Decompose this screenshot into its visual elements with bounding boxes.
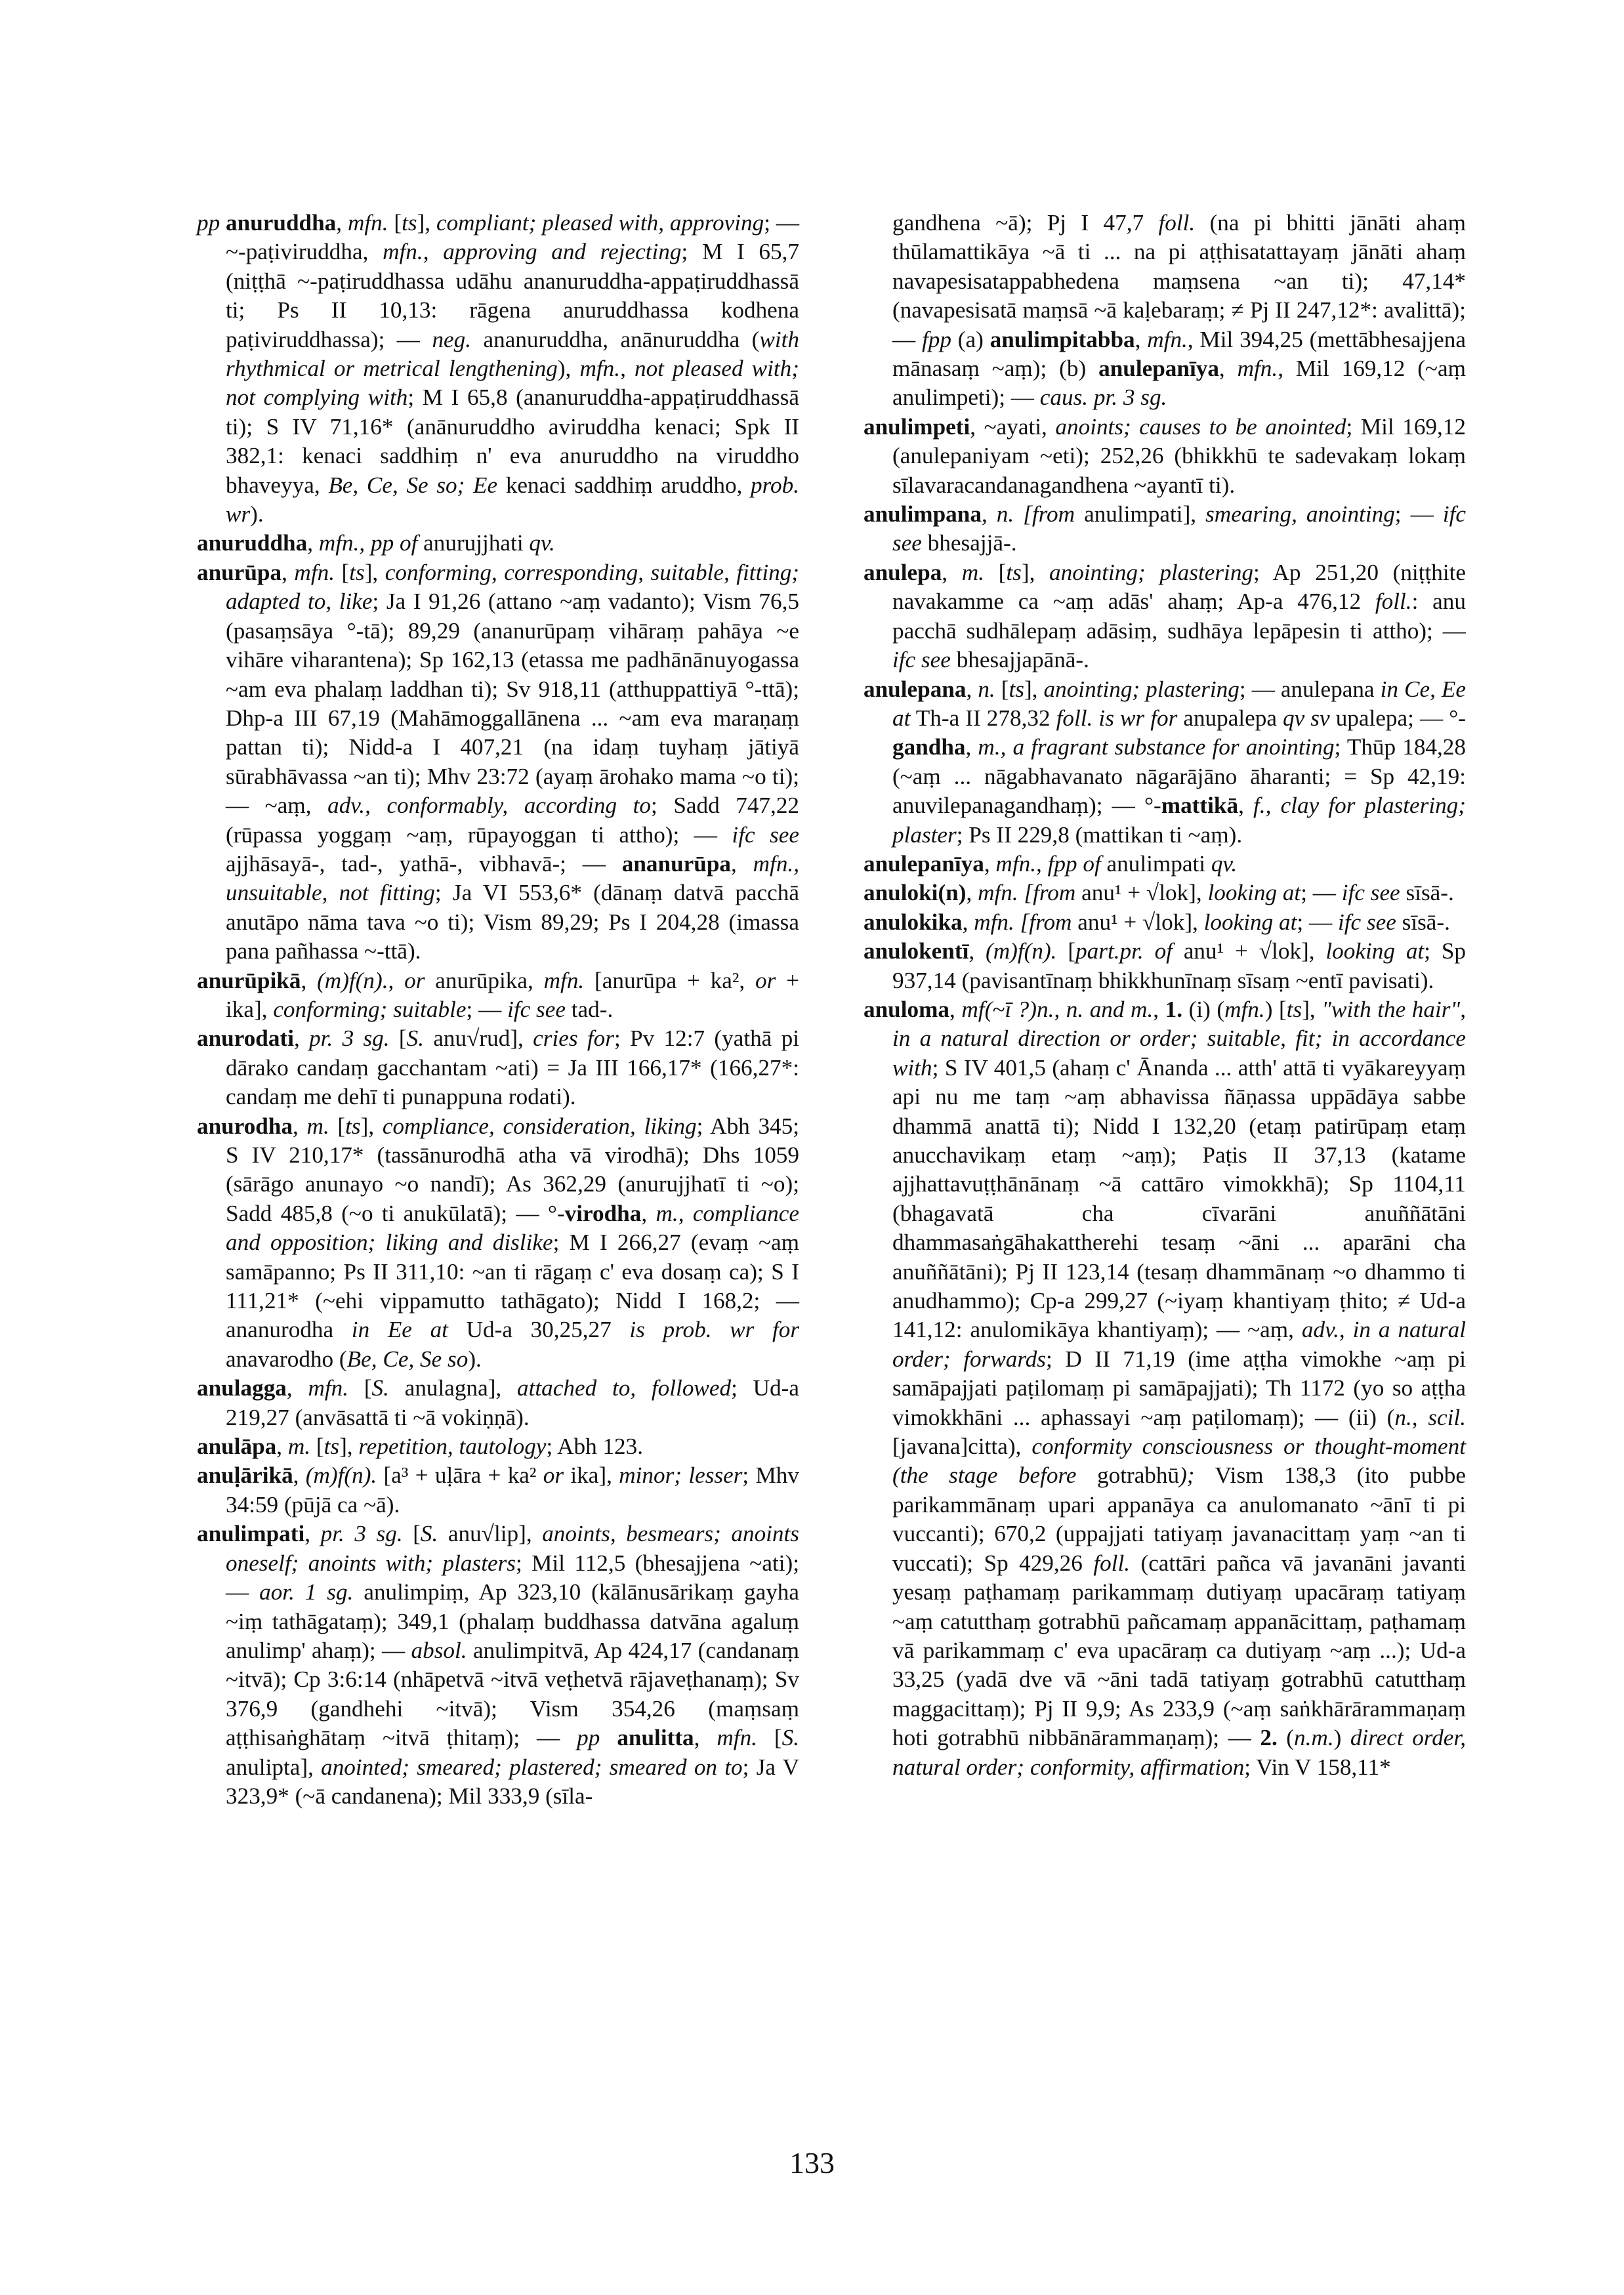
dictionary-entry bbox=[197, 209, 799, 529]
italic-text: attached to, followed bbox=[517, 1375, 732, 1401]
entry-text: , bbox=[293, 1025, 310, 1052]
entry-text: + ika], bbox=[226, 967, 799, 1022]
entry-text: (a) bbox=[951, 326, 990, 352]
italic-text: looking at bbox=[1203, 909, 1297, 935]
entry-text: anurūpika, bbox=[425, 967, 544, 993]
entry-text: anu¹ + √lok], bbox=[1172, 938, 1326, 964]
italic-text: with rhythmical or metrical lengthening bbox=[226, 326, 799, 382]
entry-text: ; Vin V 158,11* bbox=[1244, 1754, 1391, 1780]
entry-text: , bbox=[293, 1113, 307, 1139]
italic-text: mfn. [from bbox=[978, 880, 1076, 906]
italic-text: m. bbox=[287, 1434, 311, 1460]
italic-text: Be, Ce, Se so; Ee bbox=[328, 472, 498, 498]
entry-text: ; Sadd 747,22 (rūpassa yoggaṃ ~aṃ, rūpayoggan ti attho); — bbox=[226, 793, 800, 848]
italic-text: mfn., unsuitable, not fitting bbox=[226, 850, 799, 906]
dictionary-entry bbox=[864, 209, 1466, 413]
entry-text: , bbox=[1153, 996, 1165, 1022]
italic-text: foll. bbox=[1093, 1550, 1131, 1576]
entry-text: ) bbox=[1333, 1725, 1350, 1751]
entry-text: , Mil 169,12 (~aṃ anulimpeti); — bbox=[892, 356, 1466, 411]
entry-text: ; Ja I 91,26 (attano ~aṃ vadanto); Vism 76,5 (pasaṃsāya °-tā); 89,29 (ananurūpaṃ vihāraṃ pahāya ~e vihāre viharantena); Sp 162,13 (etassa me padhānānuyogassa ~am eva phalaṃ laddhan ti); Sv 918,11 (atthuppattiyā °-ttā); Dhp-a III 67,19 (Mahāmoggallānena ... ~am eva maraṇaṃ pattan ti); Nidd-a I 407,21 (na idaṃ tuyhaṃ jātiyā sūrabhāvassa ~an ti); Mhv 23:72 (ayaṃ ārohako mama ~o ti); — ~aṃ, bbox=[226, 589, 799, 819]
italic-text: direct order, natural order; conformity, affirmation bbox=[892, 1725, 1466, 1780]
dictionary-entry bbox=[864, 558, 1466, 675]
italic-text: n. bbox=[978, 676, 995, 702]
headword: 1. bbox=[1165, 996, 1183, 1022]
entry-text: , bbox=[286, 1375, 308, 1401]
entry-text: , bbox=[949, 996, 962, 1022]
italic-text: looking at bbox=[1325, 938, 1425, 964]
italic-text: looking at bbox=[1207, 880, 1301, 906]
entry-text: [javana]citta), bbox=[892, 1434, 1032, 1460]
italic-text: ); bbox=[1179, 1462, 1195, 1489]
entry-text: anu¹ + √lok], bbox=[1072, 909, 1204, 935]
entry-text: upalepa; — °- bbox=[1329, 705, 1466, 731]
headword: anulāpa bbox=[197, 1434, 277, 1460]
italic-text: conforming, corresponding, suitable, fitting; adapted to, like bbox=[226, 559, 800, 615]
headword: mattikā bbox=[1161, 793, 1239, 819]
dictionary-entry bbox=[197, 1374, 799, 1432]
italic-text: absol. bbox=[411, 1637, 467, 1663]
entry-text: [ bbox=[334, 559, 350, 585]
entry-text: anulimpati], bbox=[1075, 501, 1206, 527]
entry-text: ; M I 266,27 (evaṃ ~aṃ samāpanno; Ps II 311,10: ~an ti rāgaṃ c' eva dosaṃ ca); S I 111,21* (~ehi vippamutto tathāgato); Nidd I 168,2; — ananurodha bbox=[226, 1230, 799, 1343]
entry-text: anu√lip], bbox=[438, 1521, 543, 1547]
entry-text: [ bbox=[1056, 938, 1076, 964]
italic-text: qv. bbox=[1211, 850, 1238, 877]
italic-text: (m)f(n). bbox=[986, 938, 1057, 964]
italic-text: ifc see bbox=[1341, 880, 1400, 906]
entry-text: , bbox=[1135, 326, 1148, 352]
italic-text: f., clay for plastering; plaster bbox=[892, 793, 1466, 848]
entry-text: ; S IV 401,5 (ahaṃ c' Ānanda ... atth' attā ti vyākareyyaṃ api nu me taṃ ~aṃ abhavissa ñāṇassa uppādāya sabbe dhammā anattā ti); Nidd I 132,20 (etaṃ patirūpaṃ etaṃ anucchavikaṃ etaṃ ~aṃ); Paṭis II 37,13 (katame ajjhattavuṭṭhānānaṃ ~ā cattāro vimokkhā); Sp 1104,11 (bhagavatā cha cīvarāni anuññātāni dhammasaṅgāhakattherehi tesaṃ ~āni ... aparāni cha anuññātāni); Pj II 123,14 (tesaṃ dhammānaṃ ~o dhammo ti anudhammo); Cp-a 299,27 (~iyaṃ khantiyaṃ ṭhito; ≠ Ud-a 141,12: anulomikāya khantiyaṃ); — ~aṃ, bbox=[892, 1054, 1466, 1343]
headword: anulepa bbox=[864, 559, 942, 585]
entry-text: , bbox=[968, 938, 986, 964]
italic-text: neg. bbox=[432, 326, 472, 352]
entry-text: ; D II 71,19 (ime aṭṭha vimokhe ~aṃ pi samāpajjati paṭilomaṃ pi samāpajjati); Th 1172 (yo so aṭṭha vimokkhāni ... aphassayi ~aṃ paṭilomaṃ); — (ii) ( bbox=[892, 1346, 1466, 1430]
entry-text: , bbox=[293, 1462, 306, 1489]
headword: gandha bbox=[892, 734, 966, 760]
entry-text: gotrabhū bbox=[1076, 1462, 1180, 1489]
entry-text: [ bbox=[984, 559, 1007, 585]
italic-text: S. bbox=[420, 1521, 438, 1547]
italic-text: ifc see bbox=[892, 501, 1466, 556]
italic-text: smearing, anointing bbox=[1205, 501, 1395, 527]
headword: anulimpitabba bbox=[989, 326, 1135, 352]
entry-text: ; — bbox=[1394, 501, 1443, 527]
entry-text: , bbox=[307, 530, 319, 556]
entry-text: , bbox=[694, 1725, 717, 1751]
entry-text: ; — bbox=[1301, 880, 1342, 906]
entry-text: ; M I 65,7 (niṭṭhā ~-paṭiruddhassa udāhu ananuruddha-appaṭiruddhassā ti; Ps II 10,13: rāgena anuruddhassa kodhena paṭiviruddhassa); — bbox=[226, 239, 799, 352]
italic-text: repetition, tautology bbox=[358, 1434, 547, 1460]
entry-text: , bbox=[641, 1200, 656, 1226]
italic-text: ts bbox=[323, 1434, 340, 1460]
italic-text: or bbox=[755, 967, 776, 993]
entry-text: , bbox=[966, 880, 978, 906]
italic-text: adv., conformably, according to bbox=[327, 793, 651, 819]
entry-text: gandhena ~ā); Pj I 47,7 bbox=[892, 210, 1159, 236]
headword: anulepana bbox=[864, 676, 967, 702]
dictionary-entry bbox=[864, 995, 1466, 1782]
entry-text: (cattāri pañca vā javanāni javanti yesaṃ paṭhamaṃ parikammaṃ dutiyaṃ upacāraṃ tatiyaṃ ~aṃ catutthaṃ gotrabhū pañcamaṃ appanācittaṃ, paṭhamaṃ vā parikammaṃ c' eva upacāraṃ ca dutiyaṃ ~aṃ ...); Ud-a 33,25 (yadā dve vā ~āni tadā tatiyaṃ gotrabhū catutthaṃ maggacittaṃ); Pj II 9,9; As 233,9 (~aṃ saṅkhārārammaṇaṃ hoti gotrabhū nibbānārammaṇaṃ); — bbox=[892, 1550, 1466, 1751]
headword: anulagga bbox=[197, 1375, 287, 1401]
dictionary-entry bbox=[197, 1461, 799, 1520]
italic-text: mfn. bbox=[347, 210, 388, 236]
italic-text: minor; lesser bbox=[619, 1462, 743, 1489]
headword: anulokika bbox=[864, 909, 963, 935]
headword: anurūpikā bbox=[197, 967, 301, 993]
entry-text: ( bbox=[1277, 1725, 1295, 1751]
entry-text: , bbox=[1218, 356, 1238, 382]
entry-text: , bbox=[276, 1434, 288, 1460]
italic-text: or bbox=[543, 1462, 564, 1489]
entry-text: (na pi bhitti jānāti ahaṃ thūlamattikāya ~ā ti ... na pi aṭṭhisatattayaṃ jānāti ahaṃ navapesisatappabhedena maṃsena ~an ti); 47,14* (navapesisatā maṃsā ~ā kaḷebaraṃ; ≠ Pj II 247,12*: avalittā); — bbox=[892, 210, 1466, 352]
italic-text: compliant; pleased with, approving bbox=[436, 210, 764, 236]
entry-text: ], bbox=[339, 1434, 359, 1460]
italic-text: anoints; causes to be anointed bbox=[1055, 413, 1346, 440]
entry-text: : anu pacchā sudhālepaṃ adāsiṃ, sudhāya lepāpesin ti attho); — bbox=[892, 589, 1466, 644]
dictionary-entry bbox=[864, 879, 1466, 907]
italic-text: is prob. wr for bbox=[629, 1317, 800, 1343]
italic-text: foll. is wr for bbox=[1056, 705, 1178, 731]
entry-text: anulimpiṃ, Ap 323,10 (kālānusārikaṃ gayha ~iṃ tathāgataṃ); 349,1 (phalaṃ buddhassa datvāna agaluṃ anulimp' ahaṃ); — bbox=[226, 1579, 799, 1663]
entry-text: anulimpitvā, Ap 424,17 (candanaṃ ~itvā); Cp 3:6:14 (nhāpetvā ~itvā veṭhetvā rājaveṭhanaṃ); Sv 376,9 (gandhehi ~itvā); Vism 354,26 (maṃsaṃ aṭṭhisaṅghātaṃ ~itvā ṭhitaṃ); — bbox=[226, 1637, 799, 1751]
headword: virodha bbox=[564, 1200, 642, 1226]
italic-text: mfn., pp of bbox=[318, 530, 418, 556]
entry-text: ; — ~-paṭiviruddha, bbox=[226, 210, 800, 265]
entry-text: [anurūpa + ka², bbox=[584, 967, 755, 993]
headword: anulimpeti bbox=[864, 413, 970, 440]
italic-text: mfn., not pleased with; not complying with bbox=[226, 356, 799, 411]
italic-text: ifc see bbox=[1337, 909, 1396, 935]
italic-text: mfn. bbox=[308, 1375, 349, 1401]
italic-text: Be, Ce, Se so bbox=[346, 1346, 468, 1372]
italic-text: adv., in a natural order; forwards bbox=[892, 1317, 1466, 1372]
entry-text: , bbox=[965, 734, 978, 760]
italic-text: mfn. bbox=[1237, 356, 1278, 382]
entry-text: sīsā-. bbox=[1396, 909, 1450, 935]
dictionary-entry bbox=[864, 675, 1466, 850]
entry-text: , bbox=[981, 501, 997, 527]
headword: anurodha bbox=[197, 1113, 293, 1139]
italic-text: foll. bbox=[1375, 589, 1412, 615]
headword: anulimpati bbox=[197, 1521, 305, 1547]
italic-text: conforming; suitable bbox=[273, 996, 467, 1022]
entry-text: [ bbox=[402, 1521, 421, 1547]
entry-text: Ud-a 30,25,27 bbox=[448, 1317, 630, 1343]
entry-text: bhesajjā-. bbox=[921, 530, 1017, 556]
dictionary-entry bbox=[197, 1432, 799, 1461]
entry-text: [ bbox=[329, 1113, 346, 1139]
headword: anuloki(n) bbox=[864, 880, 967, 906]
entry-text: ; Abh 345; S IV 210,17* (tassānurodhā atha vā virodhā); Dhs 1059 (sārāgo anunayo ~o nandī); As 362,29 (anurujjhatī ti ~o); Sadd 485,8 (~o ti anukūlatā); — °- bbox=[226, 1113, 800, 1226]
entry-text: ], bbox=[360, 1113, 383, 1139]
italic-text: anoints, besmears; anoints oneself; anoints with; plasters bbox=[226, 1521, 799, 1576]
entry-text: , bbox=[336, 210, 348, 236]
entry-text: [ bbox=[389, 1025, 407, 1052]
entry-text: , bbox=[1238, 793, 1254, 819]
italic-text: prob. wr bbox=[226, 472, 799, 527]
entry-text: ajjhāsayā-, tad-, yathā-, vibhavā-; — bbox=[226, 850, 622, 877]
entry-text: anulagna], bbox=[388, 1375, 518, 1401]
dictionary-entry bbox=[864, 500, 1466, 558]
italic-text: mfn. bbox=[543, 967, 585, 993]
italic-text: mf(~ī ?)n., n. and m. bbox=[961, 996, 1154, 1022]
italic-text: ts bbox=[1006, 559, 1022, 585]
entry-text: , bbox=[301, 967, 318, 993]
entry-text: [ bbox=[995, 676, 1009, 702]
entry-text: ], bbox=[1024, 676, 1044, 702]
entry-text bbox=[600, 1725, 617, 1750]
italic-text: pr. 3 sg. bbox=[309, 1025, 390, 1052]
entry-text: , bbox=[984, 850, 996, 877]
italic-text: "with the hair", in a natural direction or order; suitable, fit; in accordance with bbox=[892, 996, 1467, 1081]
entry-text: ) [ bbox=[1264, 996, 1287, 1022]
italic-text: part.pr. of bbox=[1075, 938, 1173, 964]
entry-text: Th-a II 278,32 bbox=[910, 705, 1056, 731]
entry-text: ], bbox=[417, 210, 436, 236]
entry-text: kenaci saddhiṃ aruddho, bbox=[497, 472, 751, 498]
italic-text: mfn. bbox=[1147, 326, 1188, 352]
italic-text: in Ce, Ee at bbox=[892, 676, 1467, 731]
dictionary-entry bbox=[864, 413, 1466, 500]
entry-text: anu¹ + √lok], bbox=[1075, 880, 1208, 906]
italic-text: ts bbox=[1009, 676, 1024, 702]
headword: anurūpa bbox=[197, 559, 282, 585]
page-number: 133 bbox=[789, 2146, 835, 2180]
right-column bbox=[864, 209, 1466, 1782]
dictionary-entry bbox=[864, 937, 1466, 995]
left-column bbox=[197, 209, 799, 1811]
headword: anulepanīya bbox=[1098, 356, 1219, 382]
dictionary-entry bbox=[864, 908, 1466, 937]
entry-text: ananuruddha, anānuruddha ( bbox=[471, 326, 760, 352]
italic-text: ifc see bbox=[732, 821, 799, 848]
entry-text: anulimpati bbox=[1100, 850, 1211, 877]
italic-text: qv. bbox=[529, 530, 555, 556]
italic-text: n. [from bbox=[996, 501, 1075, 527]
entry-text: ; Abh 123. bbox=[546, 1434, 644, 1460]
entry-text: ; Ja V 323,9* (~ā candanena); Mil 333,9 (sīla- bbox=[226, 1754, 799, 1809]
italic-text: in Ee at bbox=[351, 1317, 448, 1343]
italic-text: mfn. bbox=[294, 559, 335, 585]
italic-text: ifc see bbox=[507, 996, 566, 1022]
dictionary-entry bbox=[197, 1024, 799, 1111]
entry-text: , Mil 394,25 (mettābhesajjena mānasaṃ ~aṃ); (b) bbox=[892, 326, 1467, 382]
entry-text: sīsā-. bbox=[1400, 880, 1454, 906]
entry-text: [ bbox=[757, 1725, 782, 1751]
entry-text: , bbox=[281, 559, 295, 585]
headword: 2. bbox=[1260, 1725, 1278, 1751]
italic-text: pp bbox=[577, 1725, 600, 1751]
italic-text: m., compliance and opposition; liking and dislike bbox=[226, 1200, 800, 1256]
entry-text: ; Ud-a 219,27 (anvāsattā ti ~ā vokiṇṇā). bbox=[226, 1375, 800, 1430]
entry-text: ; — bbox=[1297, 909, 1338, 935]
entry-text: [ bbox=[310, 1434, 324, 1460]
entry-text: anulipta], bbox=[226, 1754, 322, 1780]
italic-text: aor. 1 sg. bbox=[259, 1579, 354, 1605]
dictionary-entry bbox=[197, 529, 799, 558]
entry-text: anavarodho ( bbox=[226, 1346, 347, 1372]
italic-text: foll. bbox=[1158, 210, 1196, 236]
headword: anulitta bbox=[617, 1725, 694, 1751]
headword: anuruddha bbox=[226, 210, 337, 236]
dictionary-entry bbox=[197, 1112, 799, 1375]
entry-text: (i) ( bbox=[1182, 996, 1225, 1022]
entry-text: ; M I 65,8 (ananuruddha-appaṭiruddhassā ti); S IV 71,16* (anānuruddho aviruddha kenaci; Spk II 382,1: kenaci saddhiṃ n' eva anuruddho na viruddho bhaveyya, bbox=[226, 384, 800, 498]
entry-text: [ bbox=[348, 1375, 372, 1401]
entry-text: tad-. bbox=[565, 996, 614, 1022]
italic-text: anointing; plastering bbox=[1043, 676, 1239, 702]
italic-text: fpp bbox=[922, 326, 951, 352]
entry-text: ). bbox=[468, 1346, 482, 1372]
italic-text: S. bbox=[406, 1025, 424, 1052]
italic-text: (m)f(n)., or bbox=[317, 967, 425, 993]
dictionary-entry bbox=[197, 558, 799, 966]
italic-text: n., scil. bbox=[1394, 1404, 1466, 1430]
entry-text: [a³ + uḷāra + ka² bbox=[377, 1462, 543, 1489]
italic-text: pr. 3 sg. bbox=[320, 1521, 403, 1547]
entry-text: ; Mil 169,12 (anulepaniyam ~eti); 252,26 (bhikkhū te sadevakaṃ lokaṃ sīlavaracandanagandhena ~ayantī ti). bbox=[892, 413, 1466, 498]
headword: anulimpana bbox=[864, 501, 982, 527]
italic-text: m., a fragrant substance for anointing bbox=[978, 734, 1335, 760]
entry-text: ], bbox=[364, 559, 385, 585]
italic-text: m. bbox=[961, 559, 984, 585]
italic-text: conformity consciousness or thought-moment (the stage before bbox=[892, 1434, 1466, 1489]
italic-text: n.m. bbox=[1294, 1725, 1334, 1751]
italic-text: pp bbox=[197, 210, 226, 236]
entry-text: ika], bbox=[564, 1462, 619, 1489]
italic-text: S. bbox=[781, 1725, 800, 1751]
headword: anulokentī bbox=[864, 938, 969, 964]
headword: anurodati bbox=[197, 1025, 294, 1052]
entry-text: ], bbox=[1302, 996, 1322, 1022]
dictionary-entry bbox=[864, 850, 1466, 879]
entry-text: [ bbox=[388, 210, 402, 236]
headword: anuḷārikā bbox=[197, 1462, 293, 1489]
italic-text: qv sv bbox=[1283, 705, 1330, 731]
italic-text: mfn. [from bbox=[974, 909, 1072, 935]
entry-text: , bbox=[966, 676, 978, 702]
entry-text: ; Ap 251,20 (niṭṭhite navakamme ca ~aṃ adās' ahaṃ; Ap-a 476,12 bbox=[892, 559, 1467, 615]
entry-text: ; Thūp 184,28 (~aṃ ... nāgabhavanato nāgarājāno āharanti; = Sp 42,19: anuvilepanagandhaṃ); — °- bbox=[892, 734, 1466, 819]
italic-text: ts bbox=[349, 559, 365, 585]
italic-text: mfn., fpp of bbox=[995, 850, 1101, 877]
italic-text: (m)f(n). bbox=[305, 1462, 377, 1489]
entry-text: ; Ja VI 553,6* (dānaṃ datvā pacchā anutāpo nāma tava ~o ti); Vism 89,29; Ps I 204,28 (imassa pana pañhassa ~-ttā). bbox=[226, 880, 799, 964]
headword: anuruddha bbox=[197, 530, 308, 556]
entry-text: ), bbox=[557, 356, 580, 382]
entry-text: , bbox=[942, 559, 962, 585]
entry-text: , bbox=[962, 909, 974, 935]
italic-text: cries for bbox=[533, 1025, 614, 1052]
italic-text: mfn. bbox=[1224, 996, 1265, 1022]
dictionary-entry bbox=[197, 966, 799, 1025]
entry-text: ; Pv 12:7 (yathā pi dārako candaṃ gacchantam ~ati) = Ja III 166,17* (166,27*: candaṃ me dehī ti punappuna rodati). bbox=[226, 1025, 799, 1110]
entry-text: , bbox=[304, 1521, 321, 1547]
entry-text: ; Sp 937,14 (pavisantīnaṃ bhikkhunīnaṃ sīsaṃ ~entī pavisati). bbox=[892, 938, 1466, 993]
entry-text: anupalepa bbox=[1177, 705, 1283, 731]
headword: anulepanīya bbox=[864, 850, 984, 877]
headword: anuloma bbox=[864, 996, 950, 1022]
entry-text: ). bbox=[250, 501, 264, 527]
entry-text: ; Mil 112,5 (bhesajjena ~ati); — bbox=[226, 1550, 800, 1605]
italic-text: S. bbox=[371, 1375, 389, 1401]
italic-text: ts bbox=[345, 1113, 361, 1139]
entry-text: , bbox=[731, 850, 753, 877]
entry-text: ], bbox=[1021, 559, 1050, 585]
entry-text: bhesajjapānā-. bbox=[950, 647, 1089, 673]
italic-text: ifc see bbox=[892, 647, 951, 673]
italic-text: compliance, consideration, liking bbox=[382, 1113, 697, 1139]
headword: ananurūpa bbox=[621, 850, 732, 877]
entry-text: anurujjhati bbox=[417, 530, 530, 556]
entry-text: anu√rud], bbox=[424, 1025, 533, 1052]
italic-text: anointed; smeared; plastered; smeared on to bbox=[321, 1754, 743, 1780]
italic-text: ts bbox=[1286, 996, 1302, 1022]
italic-text: caus. pr. 3 sg. bbox=[1039, 384, 1167, 411]
italic-text: m. bbox=[306, 1113, 329, 1139]
italic-text: mfn., approving and rejecting bbox=[383, 239, 682, 265]
entry-text: , ~ayati, bbox=[970, 413, 1056, 440]
italic-text: anointing; plastering bbox=[1049, 559, 1254, 585]
italic-text: ts bbox=[402, 210, 417, 236]
entry-text: Vism 138,3 (ito pubbe parikammānaṃ upari appanāya ca anulomanato ~ānī ti pi vuccanti); 670,2 (uppajjati tatiyaṃ javanacittaṃ yaṃ ~an ti vuccati); Sp 429,26 bbox=[892, 1462, 1466, 1576]
italic-text: mfn. bbox=[717, 1725, 757, 1751]
entry-text: ; Ps II 229,8 (mattikan ti ~aṃ). bbox=[956, 821, 1243, 848]
entry-text: ; Mhv 34:59 (pūjā ca ~ā). bbox=[226, 1462, 799, 1518]
dictionary-entry bbox=[197, 1520, 799, 1811]
entry-text: ; — anulepana bbox=[1239, 676, 1381, 702]
entry-text: ; — bbox=[466, 996, 508, 1022]
